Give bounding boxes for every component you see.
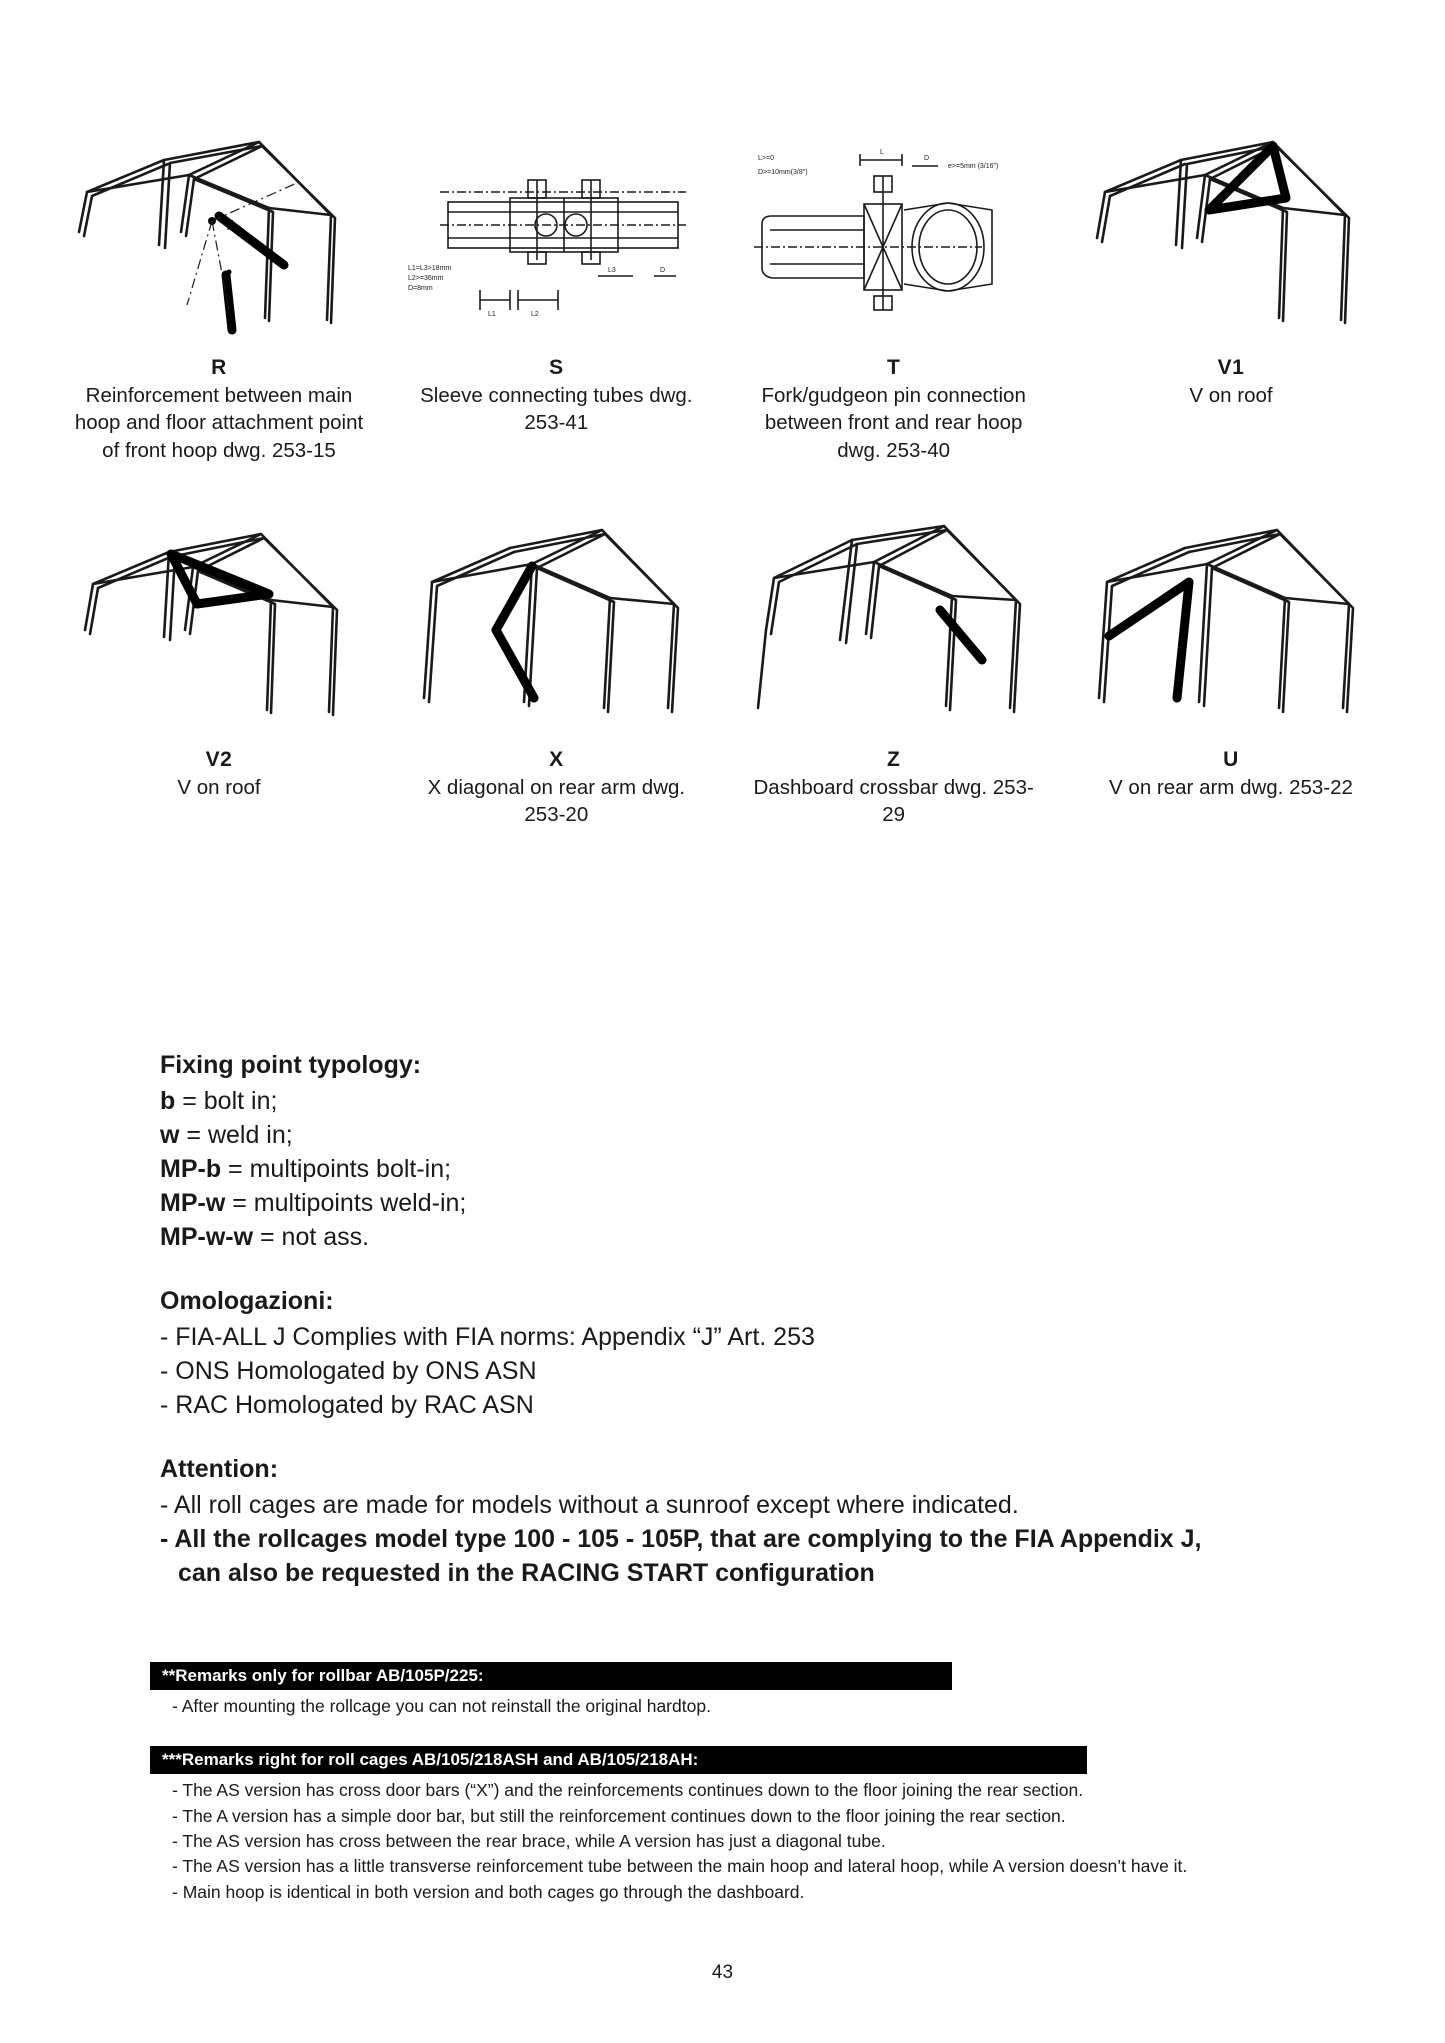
remarks-list-2 [150, 1778, 1330, 1905]
figure-grid [60, 120, 1390, 828]
attention-item: - All roll cages are made for models without a sunroof except where indicated. [160, 1491, 1019, 1519]
fixing-item [160, 1118, 1340, 1152]
fixing-item [160, 1186, 1340, 1220]
svg-text:e>=5mm (3/16"): e>=5mm (3/16") [947, 163, 998, 170]
fixing-term: MP-w-w [160, 1223, 254, 1251]
dashboard-crossbar-drawing [744, 512, 1044, 742]
spacer [150, 1720, 1330, 1746]
figure-Z [735, 512, 1053, 829]
omologazioni-heading: Omologazioni: [160, 1287, 334, 1315]
remark-line: - The AS version has cross door bars (“X”) and the reinforcements continues down to the floor joining the rear section. [172, 1780, 1084, 1801]
omologazioni-item: - FIA-ALL J Complies with FIA norms: Appendix “J” Art. 253 [160, 1323, 815, 1351]
remarks-title-2: ***Remarks right for roll cages AB/105/218ASH and AB/105/218AH: [150, 1746, 1087, 1774]
svg-text:L2: L2 [531, 311, 540, 318]
fixing-desc: = multipoints bolt-in; [221, 1155, 452, 1183]
fixing-item [160, 1152, 1340, 1186]
svg-text:A: A [227, 217, 238, 234]
remark-line: - The A version has a simple door bar, but still the reinforcement continues down to the floor joining the rear section. [172, 1805, 1066, 1826]
svg-text:D=8mm: D=8mm [408, 285, 434, 292]
svg-text:L>=0: L>=0 [757, 155, 774, 162]
omologazioni-item: - RAC Homologated by RAC ASN [160, 1391, 534, 1419]
figure-caption: V on rear arm dwg. 253-22 [1109, 775, 1353, 799]
figure-R [60, 120, 378, 464]
remark-line: - The AS version has a little transverse reinforcement tube between the main hoop and lateral hoop, while A version doesn’t have it. [172, 1856, 1188, 1877]
fixing-term: MP-b [160, 1155, 222, 1183]
svg-text:L: L [879, 149, 884, 156]
figure-T [735, 120, 1053, 464]
fixing-desc: = not ass. [253, 1223, 370, 1251]
figure-caption: Reinforcement between main hoop and floor attachment point of front hoop dwg. 253-15 [74, 384, 364, 462]
figure-code: Z [886, 747, 901, 771]
figure-caption: V on roof [1189, 384, 1273, 407]
figure-X [397, 512, 715, 829]
fixing-heading: Fixing point typology: [160, 1051, 422, 1079]
fixing-item [160, 1084, 1340, 1118]
figure-caption: Fork/gudgeon pin connection between front and rear hoop dwg. 253-40 [761, 384, 1026, 462]
figure-S [397, 120, 715, 437]
sleeve-connecting-tubes-drawing [406, 120, 706, 350]
attention-item-bold [160, 1522, 1340, 1556]
x-diagonal-rear-arm-drawing [406, 512, 706, 742]
figure-U [1072, 512, 1390, 801]
figure-V2 [60, 512, 378, 801]
figure-caption: Sleeve connecting tubes dwg. 253-41 [420, 384, 693, 435]
attention-item-bold-line1: - All the rollcages model type 100 - 105 - 105P, that are complying to the FIA Appendix J, [160, 1525, 1202, 1553]
fixing-desc: = multipoints weld-in; [225, 1189, 467, 1217]
figure-code: U [1223, 747, 1239, 771]
fixing-desc: = weld in; [179, 1121, 293, 1149]
svg-text:D: D [923, 155, 929, 162]
svg-text:L2>=36mm: L2>=36mm [408, 275, 444, 282]
remark-line: - After mounting the rollcage you can not reinstall the original hardtop. [172, 1696, 711, 1717]
svg-text:D>=10mm(3/8"): D>=10mm(3/8") [757, 169, 808, 176]
omologazioni-item: - ONS Homologated by ONS ASN [160, 1357, 537, 1385]
fixing-term: w [160, 1121, 180, 1149]
figure-caption: Dashboard crossbar dwg. 253-29 [753, 775, 1034, 826]
figure-caption: X diagonal on rear arm dwg. 253-20 [427, 775, 686, 826]
fixing-term: b [160, 1087, 176, 1115]
v-on-rear-arm-drawing [1081, 512, 1381, 742]
page-number: 43 [711, 1962, 734, 1983]
remark-line: - Main hoop is identical in both version and both cages go through the dashboard. [172, 1881, 805, 1902]
svg-text:D: D [660, 267, 666, 274]
fixing-item [160, 1220, 1340, 1254]
figure-code: R [211, 356, 227, 379]
remarks-title-1: **Remarks only for rollbar AB/105P/225: [150, 1662, 952, 1690]
remarks-list-1 [150, 1694, 1330, 1719]
figure-code: V2 [205, 747, 233, 771]
fixing-desc: = bolt in; [175, 1087, 278, 1115]
figure-caption: V on roof [177, 775, 261, 799]
figure-code: X [549, 747, 564, 771]
attention-heading: Attention: [160, 1455, 279, 1483]
figure-V1 [1072, 120, 1390, 409]
svg-text:L1: L1 [488, 311, 497, 318]
figure-code: S [549, 356, 564, 379]
fixing-term: MP-w [160, 1189, 226, 1217]
figure-row-1 [60, 120, 1390, 464]
attention-item-bold-line2: can also be requested in the RACING START configuration [178, 1559, 875, 1587]
spacer [160, 1422, 1340, 1452]
figure-code: T [886, 356, 901, 379]
svg-text:L3: L3 [608, 267, 617, 274]
spacer [160, 1254, 1340, 1284]
remark-line: - The AS version has cross between the rear brace, while A version has just a diagonal tube. [172, 1830, 886, 1851]
fork-gudgeon-pin-connection-drawing [744, 120, 1044, 350]
attention-item-bold-cont [160, 1556, 1340, 1590]
v-on-roof-1-drawing [1081, 120, 1381, 350]
rollcage-reinforcement-main-hoop-drawing [69, 120, 369, 350]
svg-text:L1=L3>18mm: L1=L3>18mm [408, 265, 452, 272]
v-on-roof-2-drawing [69, 512, 369, 742]
figure-code: V1 [1217, 356, 1245, 379]
body-text [160, 1048, 1340, 1590]
remarks-section [150, 1662, 1330, 1905]
figure-row-2 [60, 512, 1390, 829]
